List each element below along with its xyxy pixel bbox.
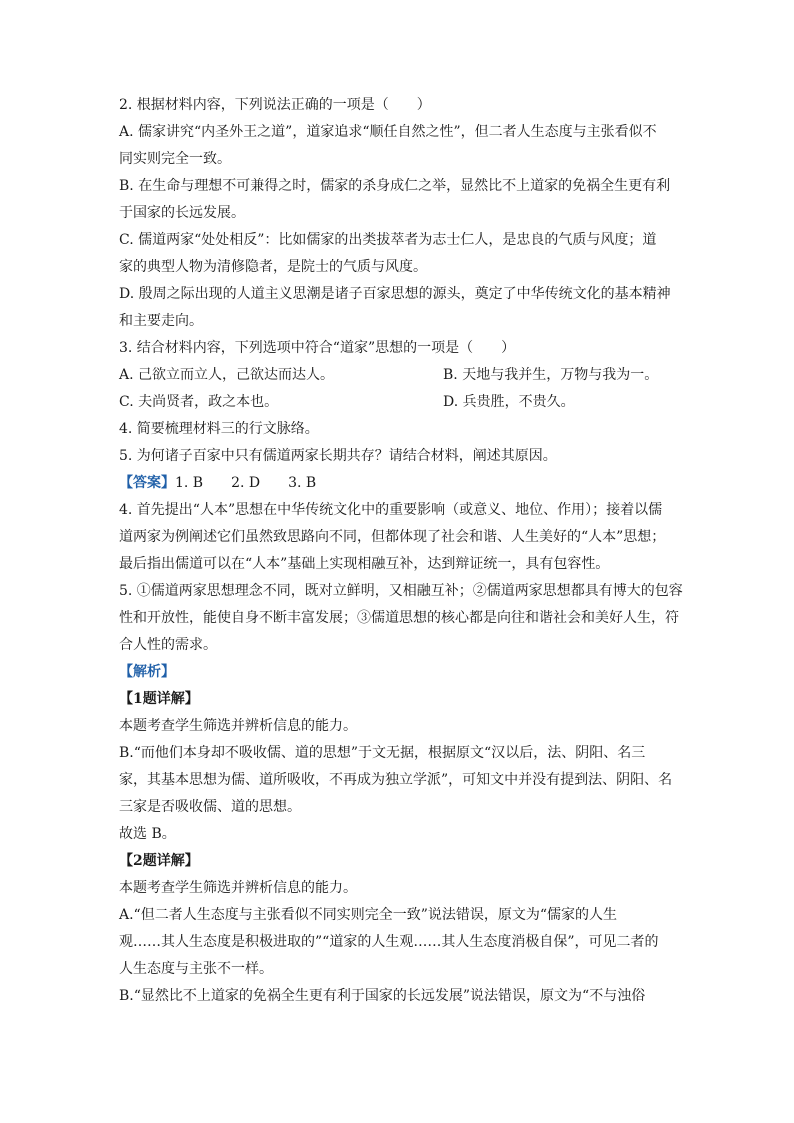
detail-1-intro: 本题考查学生筛选并辨析信息的能力。 — [119, 718, 357, 734]
q4-stem: 4. 简要梳理材料三的行文脉络。 — [119, 421, 319, 437]
answer-4-line-1: 4. 首先提出“人本”思想在中华传统文化中的重要影响（或意义、地位、作用）；接着以儒 — [119, 502, 663, 518]
detail-2-a-line-1: A.“但二者人生态度与主张看似不同实则完全一致”说法错误，原文为“儒家的人生 — [119, 907, 618, 923]
answer-5-line-1: 5. ①儒道两家思想理念不同，既对立鲜明，又相融互补；②儒道两家思想都具有博大的包容 — [119, 583, 683, 599]
detail-2-intro: 本题考查学生筛选并辨析信息的能力。 — [119, 880, 357, 896]
q2-option-c: C. 儒道两家“处处相反”：比如儒家的出类拔萃者为志士仁人，是忠良的气质与风度；道 — [119, 232, 657, 248]
detail-2-b-line-1: B.“显然比不上道家的免祸全生更有利于国家的长远发展”说法错误，原文为“不与浊俗 — [119, 988, 646, 1004]
detail-2-a-line-3: 人生态度与主张不一样。 — [119, 961, 273, 977]
q5-stem: 5. 为何诸子百家中只有儒道两家长期共存？请结合材料，阐述其原因。 — [119, 448, 557, 464]
answer-tag: 【答案】 — [119, 475, 175, 491]
detail-2-a-line-2: 观……其人生态度是积极进取的”“道家的人生观……其人生态度消极自保”，可见二者的 — [119, 934, 659, 950]
detail-1-b-line-1: B.“而他们本身却不吸收儒、道的思想”于文无据，根据原文“汉以后，法、阴阳、名三 — [119, 745, 646, 761]
answer-4-line-2: 道两家为例阐述它们虽然致思路向不同，但都体现了社会和谐、人生美好的“人本”思想； — [119, 529, 666, 545]
q3-stem: 3. 结合材料内容，下列选项中符合“道家”思想的一项是（ ） — [119, 340, 516, 356]
answer-5-line-2: 性和开放性，能使自身不断丰富发展；③儒道思想的核心都是向往和谐社会和美好人生，符 — [119, 610, 679, 626]
q3-option-b: B. 天地与我并生，万物与我为一。 — [443, 367, 659, 383]
detail-1-conclusion: 故选 B。 — [119, 826, 176, 842]
detail-2-title: 【2题详解】 — [119, 853, 199, 869]
q3-option-d: D. 兵贵胜，不贵久。 — [443, 394, 575, 410]
q2-option-b-cont: 于国家的长远发展。 — [119, 205, 245, 221]
q2-option-a-cont: 同实则完全一致。 — [119, 151, 231, 167]
q2-option-a: A. 儒家讲究“内圣外王之道”，道家追求“顺任自然之性”，但二者人生态度与主张看似不 — [119, 124, 657, 140]
q3-option-c: C. 夫尚贤者，政之本也。 — [119, 394, 279, 410]
q2-option-d: D. 殷周之际出现的人道主义思潮是诸子百家思想的源头，奠定了中华传统文化的基本精神 — [119, 286, 671, 302]
q2-stem: 2. 根据材料内容，下列说法正确的一项是（ ） — [119, 97, 431, 113]
q2-option-c-cont: 家的典型人物为清修隐者，是院士的气质与风度。 — [119, 259, 427, 275]
analysis-tag: 【解析】 — [119, 664, 175, 680]
detail-1-b-line-3: 三家是否吸收儒、道的思想。 — [119, 799, 301, 815]
answer-4-line-3: 最后指出儒道可以在“人本”基础上实现相融互补，达到辩证统一，具有包容性。 — [119, 556, 610, 572]
answer-line — [119, 473, 316, 493]
q2-option-b: B. 在生命与理想不可兼得之时，儒家的杀身成仁之举，显然比不上道家的免祸全生更有利 — [119, 178, 671, 194]
q2-option-d-cont: 和主要走向。 — [119, 313, 203, 329]
detail-1-b-line-2: 家，其基本思想为儒、道所吸收，不再成为独立学派”，可知文中并没有提到法、阴阳、名 — [119, 772, 673, 788]
answer-5-line-3: 合人性的需求。 — [119, 637, 217, 653]
answer-choices: 1. B 2. D 3. B — [175, 475, 317, 491]
detail-1-title: 【1题详解】 — [119, 691, 199, 707]
q3-option-a: A. 己欲立而立人，己欲达而达人。 — [119, 367, 335, 383]
